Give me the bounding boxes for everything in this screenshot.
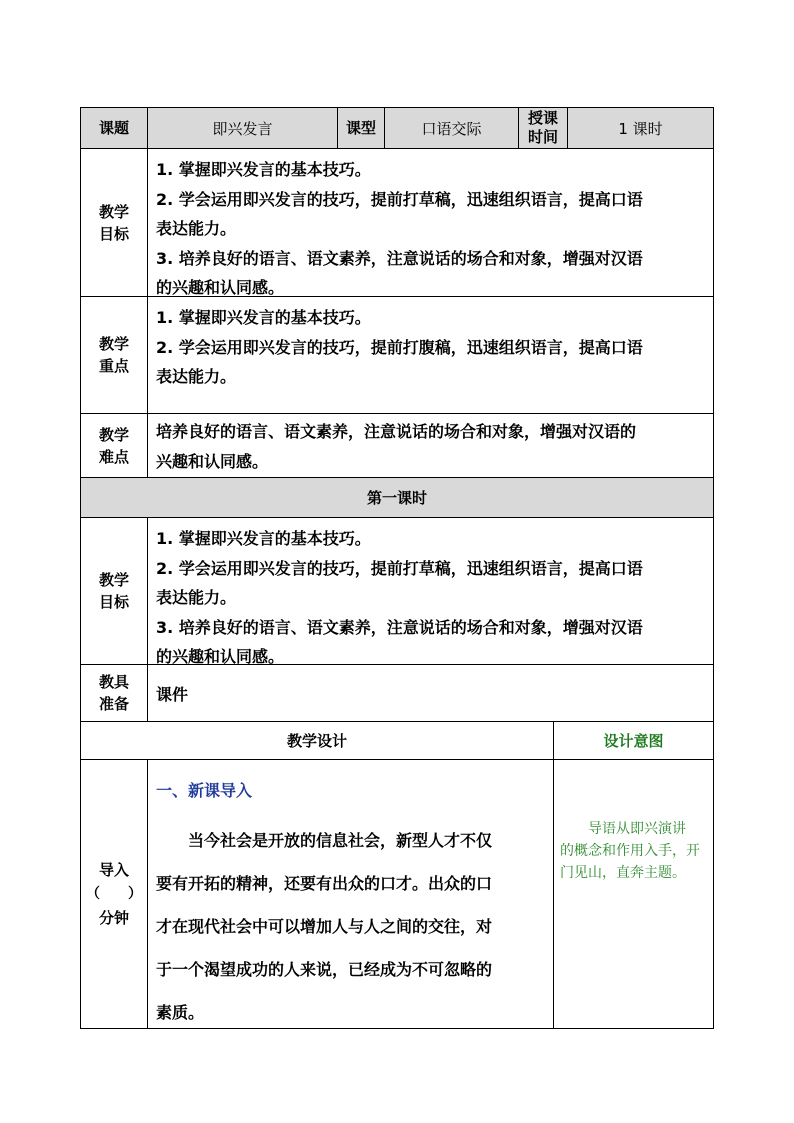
intro-label-line-3: 分钟 [98,909,129,927]
objectives-label-line-2: 目标 [98,224,129,243]
design-right-header: 设计意图 [603,732,664,750]
intro-section-title: 一、新课导入 [156,781,253,800]
materials-content [148,665,713,721]
key-points-row [80,297,714,414]
lesson-one-title-cell [81,478,713,517]
difficulties-label-cell [81,414,147,477]
intro-paragraph-line: 才在现代社会中可以增加人与人之间的交往，对 [156,917,493,936]
objectives-2-row [80,518,714,665]
type-value-cell [385,108,518,148]
time-label-line-1: 授课 [527,109,558,127]
intro-content [148,760,553,1028]
difficulties-line: 培养良好的语言、语文素养，注意说话的场合和对象，增强对汉语的 [156,422,637,441]
difficulties-content [148,414,713,477]
objectives-2-line: 1. 掌握即兴发言的基本技巧。 [156,529,371,548]
materials-label-line-1: 教具 [98,673,129,691]
key-points-content [148,297,713,413]
objectives-line: 表达能力。 [156,219,237,238]
objectives-line: 的兴趣和认同感。 [156,278,285,296]
objectives-2-line: 3. 培养良好的语言、语文素养，注意说话的场合和对象，增强对汉语 [156,617,643,637]
key-points-label-cell [81,297,147,413]
topic-value: 即兴发言 [212,119,273,138]
lesson-one-row [80,478,714,518]
intro-intent-line: 导语从即兴演讲 [560,821,686,837]
objectives-label-cell [81,149,147,296]
design-right-header-cell [554,722,713,759]
intro-label-line-2: （ ） [86,886,142,902]
time-value-cell [568,108,713,148]
materials-label-cell [81,665,147,721]
design-left-header-cell [81,722,553,759]
materials-label-line-2: 准备 [98,695,129,713]
objectives-line: 2. 学会运用即兴发言的技巧，提前打草稿，迅速组织语言，提高口语 [156,189,643,209]
intro-paragraph-line: 当今社会是开放的信息社会，新型人才不仅 [156,831,493,850]
objectives-line: 1. 掌握即兴发言的基本技巧。 [156,160,371,179]
time-label-line-2: 时间 [527,128,558,146]
time-value: 1 课时 [618,119,663,138]
key-points-label-line-2: 重点 [98,357,129,375]
intro-paragraph-line: 于一个渴望成功的人来说，已经成为不可忽略的 [156,960,493,979]
intro-label-line-1: 导入 [98,861,129,879]
type-value: 口语交际 [421,119,482,138]
lesson-one-title: 第一课时 [366,489,427,507]
intro-intent-line: 门见山，直奔主题。 [560,865,686,881]
intro-label-cell [81,760,147,1028]
objectives-content [148,149,713,296]
objectives-2-line: 的兴趣和认同感。 [156,647,285,664]
topic-label-cell [81,108,147,148]
topic-value-cell [148,108,337,148]
materials-value: 课件 [156,684,189,704]
intro-paragraph-line: 要有开拓的精神，还要有出众的口才。出众的口 [156,874,493,893]
intro-intent-content [554,760,713,1028]
objectives-2-label-line-2: 目标 [98,593,129,611]
intro-intent-line: 的概念和作用入手，开 [560,843,700,859]
difficulties-line: 兴趣和认同感。 [156,451,269,471]
intro-paragraph-line: 素质。 [156,1003,205,1022]
objectives-line: 3. 培养良好的语言、语文素养，注意说话的场合和对象，增强对汉语 [156,248,643,268]
difficulties-label-line-2: 难点 [98,447,129,466]
objectives-2-line: 表达能力。 [156,588,237,607]
objectives-row [80,149,714,297]
objectives-2-content [148,518,713,664]
difficulties-row [80,414,714,478]
design-left-header: 教学设计 [286,732,347,750]
objectives-2-line: 2. 学会运用即兴发言的技巧，提前打草稿，迅速组织语言，提高口语 [156,558,643,578]
objectives-label-line-1: 教学 [98,202,129,221]
lesson-plan-table [80,107,714,1029]
key-points-line: 1. 掌握即兴发言的基本技巧。 [156,308,371,327]
materials-row [80,665,714,722]
header-row [80,107,714,149]
intro-row [80,760,714,1029]
type-label-cell [338,108,384,148]
objectives-2-label-line-1: 教学 [98,571,129,589]
topic-label: 课题 [98,119,129,137]
objectives-2-label-cell [81,518,147,664]
key-points-label-line-1: 教学 [98,335,129,353]
time-label-cell [519,108,567,148]
type-label: 课型 [345,119,376,137]
difficulties-label-line-1: 教学 [98,425,129,444]
key-points-line: 2. 学会运用即兴发言的技巧，提前打腹稿，迅速组织语言，提高口语 [156,337,643,357]
key-points-line: 表达能力。 [156,367,237,386]
design-header-row [80,722,714,760]
